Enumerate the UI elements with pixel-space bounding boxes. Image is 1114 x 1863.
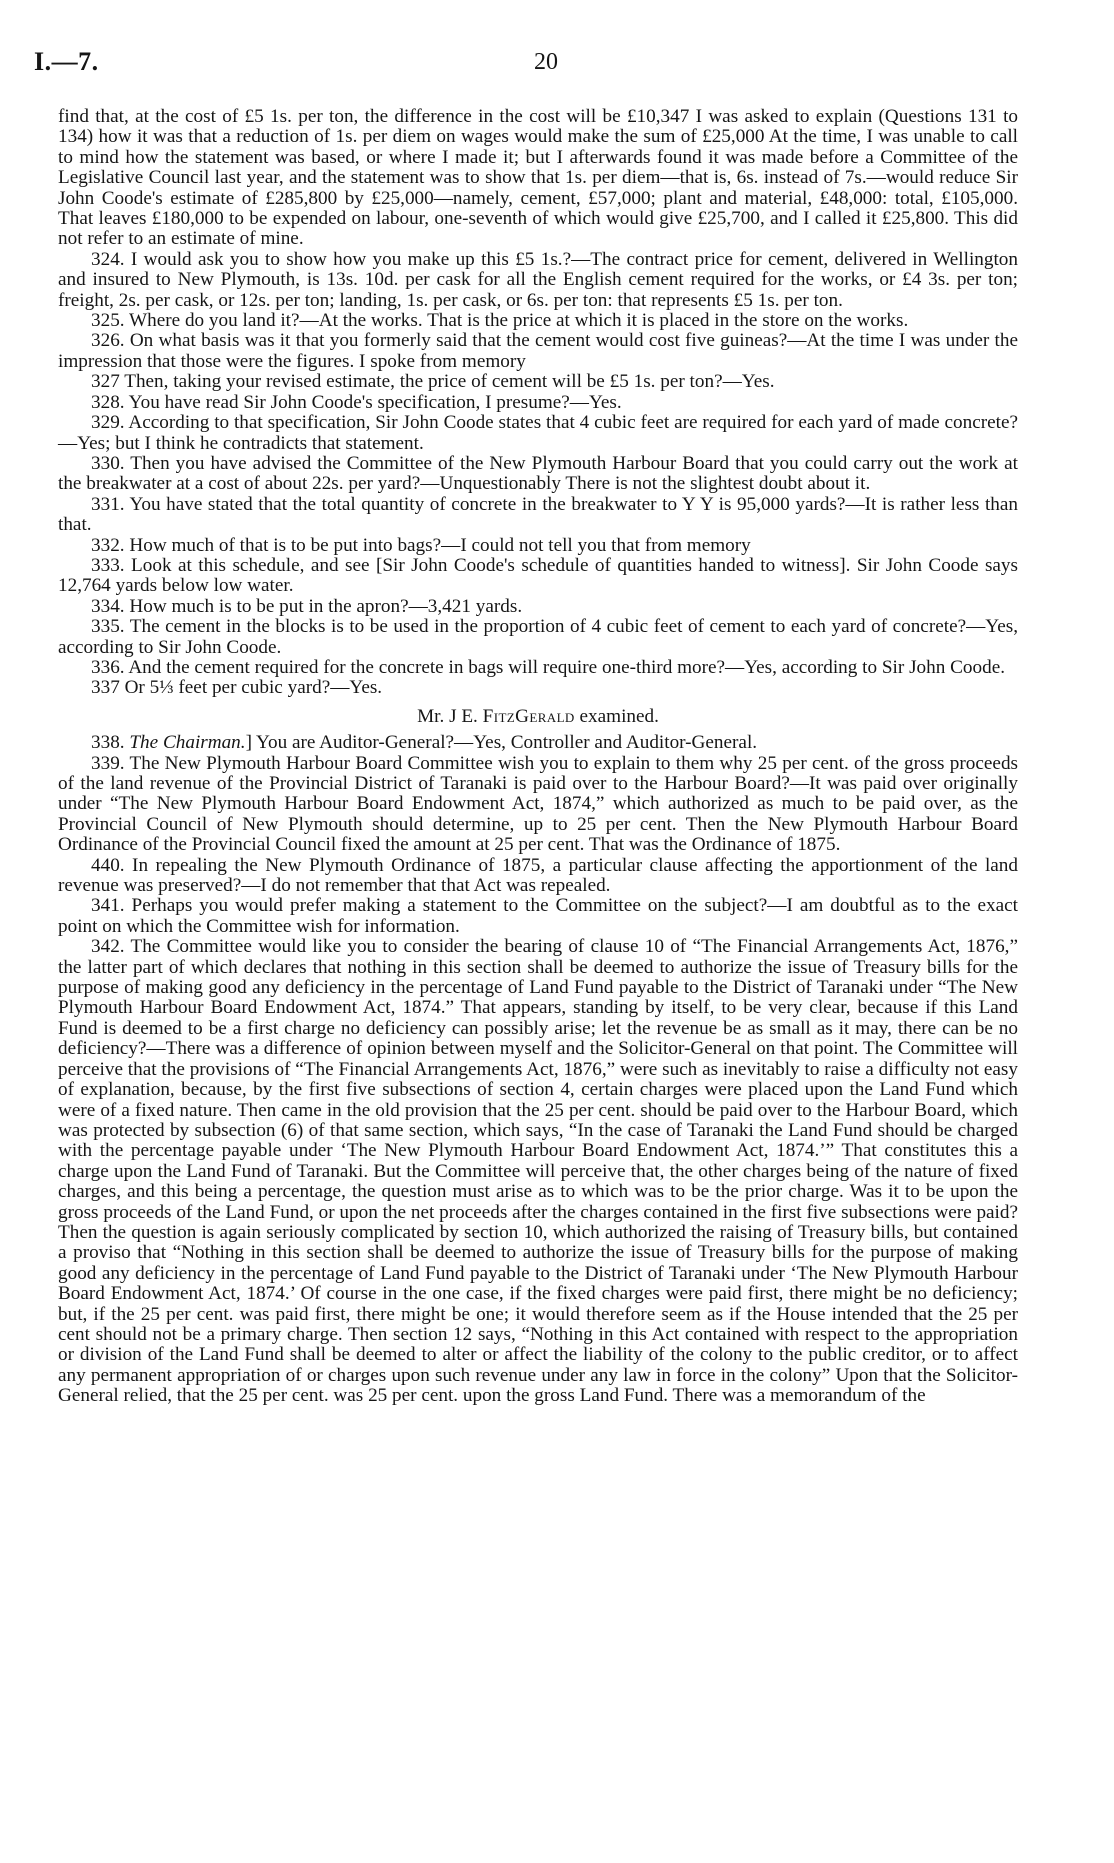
question-paragraph: 324. I would ask you to show how you make up this £5 1s.?—The contract price for cement, delivered in Wellington and insured to New Plymouth, is 13s. 10d. per cask for all the English cement required for the works, or £4 3s. per ton; freight, 2s. per cask, or 12s. per ton; landing, 1s. per cask, or 6s. per ton: that represents £5 1s. per ton. — [58, 248, 1018, 311]
section-heading — [58, 707, 1018, 727]
heading-suffix: examined. — [574, 705, 659, 727]
question-paragraph: 332. How much of that is to be put into bags?—I could not tell you that from memory — [91, 534, 751, 556]
question-text: ] You are Auditor-General?—Yes, Controller and Auditor-General. — [245, 732, 758, 754]
question-paragraph: 331. You have stated that the total quantity of concrete in the breakwater to Y Y is 95,000 yards?—It is rather less than that. — [58, 493, 1018, 536]
question-paragraph: 440. In repealing the New Plymouth Ordinance of 1875, a particular clause affecting the apportionment of the land revenue was preserved?—I do not remember that that Act was repealed. — [58, 854, 1018, 897]
body-text — [58, 107, 1018, 1407]
question-number: 338. — [91, 732, 130, 754]
question-paragraph: 325. Where do you land it?—At the works. That is the price at which it is placed in the store on the works. — [91, 310, 909, 332]
question-paragraph: 342. The Committee would like you to consider the bearing of clause 10 of “The Financial Arrangements Act, 1876,” the latter part of which declares that nothing in this section shall be deemed to authorize the issue of Treasury bills for the purpose of making good any deficiency in the percentage of Land Fund payable to the District of Taranaki under “The New Plymouth Harbour Board Endowment Act, 1874.” That appears, standing by itself, to be very clear, because if this Land Fund is deemed to be a first charge no deficiency can possibly arise; let the revenue be as small as it may, there can be no deficiency?—There was a difference of opinion between myself and the Solicitor-General on that point. The Committee will perceive that the provisions of “The Financial Arrangements Act, 1876,” were such as inevitably to raise a difficulty not easy of explanation, because, by the first five subsections of section 4, certain charges were placed upon the Land Fund which were of a fixed nature. Then came in the old provision that the 25 per cent. should be paid over to the Harbour Board, which was protected by subsection (6) of that same section, which says, “In the case of Taranaki the Land Fund should be charged with the percentage payable under ‘The New Plymouth Harbour Board Endowment Act, 1874.’” That constitutes this a charge upon the Land Fund of Taranaki. But the Committee will perceive that, the other charges being of the nature of fixed charges, and this being a percentage, the question must arise as to which was to be the prior charge. Was it to be upon the gross proceeds of the Land Fund, or upon the net proceeds after the charges contained in the first five subsections were paid? Then the question is again seriously complicated by section 10, which authorized the raising of Treasury bills, but contained a proviso that “Nothing in this section shall be deemed to authorize the issue of Treasury bills for the purpose of making good any deficiency in the percentage of Land Fund payable to the District of Taranaki under ‘The New Plymouth Harbour Board Endowment Act, 1874.’ Of course in the one case, if the fixed charges were paid first, there might be no deficiency; but, if the 25 per cent. was paid first, there might be one; it would therefore seem as if the House intended that the 25 per cent should not be a primary charge. Then section 12 says, “Nothing in this Act contained with respect to the appropriation or division of the Land Fund shall be deemed to alter or affect the liability of the colony to the public creditor, or to affect any permanent appropriation of or charges upon such revenue under any law in force in the colony” Upon that the Solicitor-General relied, that the 25 per cent. was 25 per cent. upon the gross Land Fund. There was a memorandum of the — [58, 936, 1018, 1407]
document-reference: I.—7. — [34, 47, 99, 76]
question-paragraph: 337 Or 5⅓ feet per cubic yard?—Yes. — [91, 677, 383, 699]
question-paragraph: 341. Perhaps you would prefer making a statement to the Committee on the subject?—I am doubtful as to the exact point on which the Committee wish for information. — [58, 895, 1018, 937]
question-paragraph: 333. Look at this schedule, and see [Sir John Coode's schedule of quantities handed to witness]. Sir John Coode says 12,764 yards below low water. — [58, 554, 1018, 597]
paragraph: find that, at the cost of £5 1s. per ton, the difference in the cost will be £10,347 I was asked to explain (Questions 131 to 134) how it was that a reduction of 1s. per diem on wages would make the sum of £25,000 At the time, I was unable to call to mind how the statement was based, or where I made it; but I afterwards found it was made before a Committee of the Legislative Council last year, and the statement was to show that 1s. per diem—that is, 6s. instead of 7s.—would reduce Sir John Coode's estimate of £285,800 by £25,000—namely, cement, £57,000; plant and material, £48,000: total, £105,000. That leaves £180,000 to be expended on labour, one-seventh of which would give £25,700, and I called it £25,800. This did not refer to an estimate of mine. — [58, 106, 1018, 250]
page-number: 20 — [534, 49, 558, 75]
question-paragraph: 326. On what basis was it that you formerly said that the cement would cost five guineas?—At the time I was under the impression that those were the figures. I spoke from memory — [58, 330, 1018, 372]
question-paragraph: 336. And the cement required for the concrete in bags will require one-third more?—Yes, according to Sir John Coode. — [91, 656, 1006, 678]
heading-prefix: Mr. J E. — [417, 705, 483, 727]
question-paragraph: 334. How much is to be put in the apron?—3,421 yards. — [91, 595, 523, 617]
question-paragraph: 329. According to that specification, Sir John Coode states that 4 cubic feet are required for each yard of made concrete?—Yes; but I think he contradicts that statement. — [58, 412, 1018, 454]
question-paragraph: 327 Then, taking your revised estimate, the price of cement will be £5 1s. per ton?—Yes. — [91, 371, 775, 393]
page-header — [34, 47, 1054, 87]
question-paragraph — [58, 733, 1018, 753]
question-paragraph: 339. The New Plymouth Harbour Board Committee wish you to explain to them why 25 per cent. of the gross proceeds of the land revenue of the Provincial District of Taranaki is paid over to the Harbour Board?—It was paid over originally under “The New Plymouth Harbour Board Endowment Act, 1874,” which authorized as much to be paid over, as the Provincial Council of New Plymouth should determine, up to 25 per cent. Then the New Plymouth Harbour Board Ordinance of the Provincial Council fixed the amount at 25 per cent. That was the Ordinance of 1875. — [58, 752, 1018, 856]
question-paragraph: 330. Then you have advised the Committee of the New Plymouth Harbour Board that you could carry out the work at the breakwater at a cost of about 22s. per yard?—Unquestionably There is not the slightest doubt about it. — [58, 452, 1018, 495]
witness-name: FitzGerald — [482, 705, 575, 727]
question-paragraph: 335. The cement in the blocks is to be used in the proportion of 4 cubic feet of cement to each yard of concrete?—Yes, according to Sir John Coode. — [58, 616, 1018, 658]
question-paragraph: 328. You have read Sir John Coode's specification, I presume?—Yes. — [91, 391, 622, 413]
speaker: The Chairman. — [129, 732, 246, 754]
